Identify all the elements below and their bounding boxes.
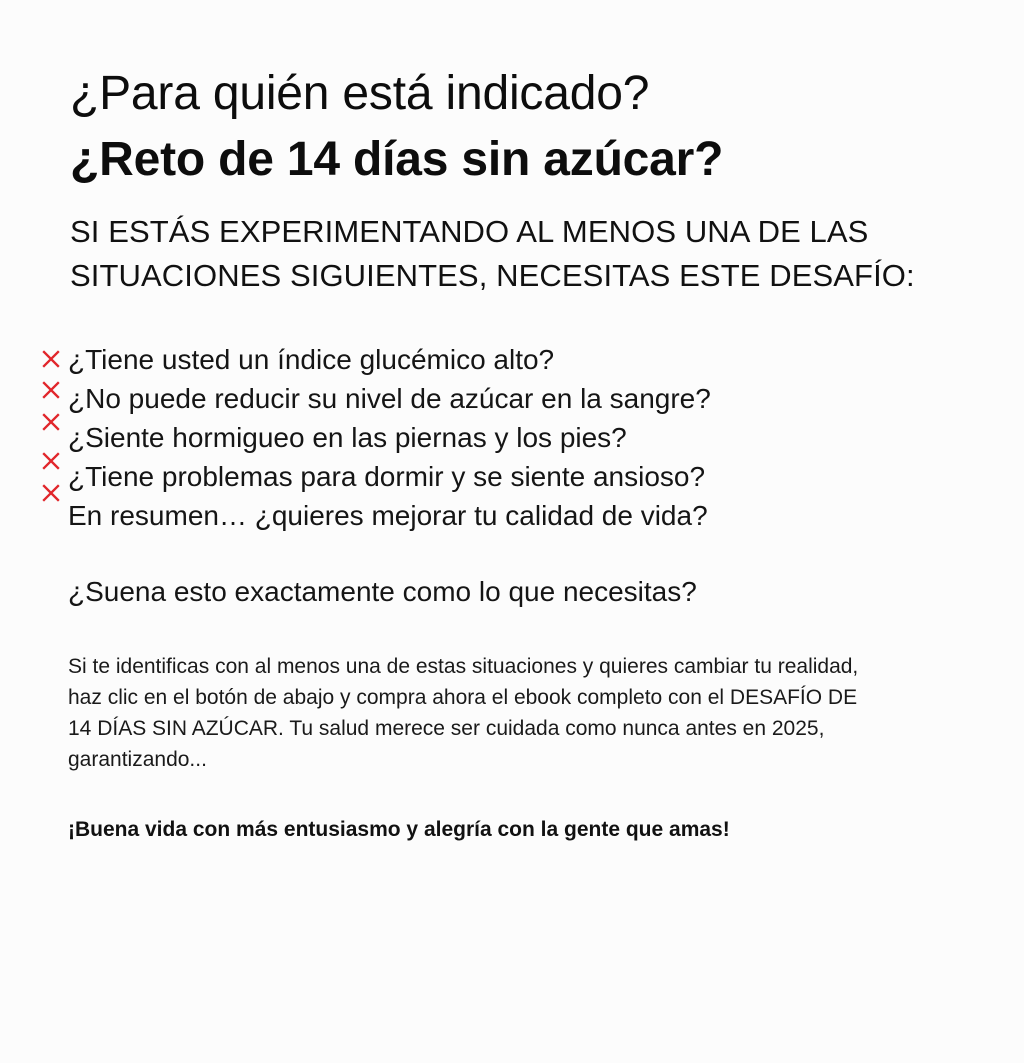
- cross-icon: [42, 413, 60, 431]
- intro-heading: [70, 210, 970, 298]
- paragraph-line-1: Si te identificas con al menos una de estas situaciones y quieres cambiar tu realidad,: [68, 655, 859, 678]
- list-item: En resumen… ¿quieres mejorar tu calidad de vida?: [68, 500, 708, 531]
- list-item: ¿Tiene usted un índice glucémico alto?: [68, 344, 555, 375]
- checklist-items: [68, 340, 928, 535]
- description-paragraph: [68, 651, 908, 775]
- cross-icon: [42, 452, 60, 470]
- list-item: ¿Siente hormigueo en las piernas y los pies?: [68, 422, 627, 453]
- paragraph-line-3: 14 DÍAS SIN AZÚCAR. Tu salud merece ser cuidada como nunca antes en 2025,: [68, 717, 825, 740]
- page-subtitle: ¿Reto de 14 días sin azúcar?: [70, 133, 724, 186]
- cross-icon: [42, 381, 60, 399]
- page-title: ¿Para quién está indicado?: [70, 67, 650, 120]
- list-item: ¿Tiene problemas para dormir y se siente ansioso?: [68, 461, 706, 492]
- intro-heading-line-2: SITUACIONES SIGUIENTES, NECESITAS ESTE DESAFÍO:: [70, 258, 915, 293]
- list-item: ¿No puede reducir su nivel de azúcar en la sangre?: [68, 383, 711, 414]
- question-heading: ¿Suena esto exactamente como lo que necesitas?: [68, 576, 697, 607]
- paragraph-line-2: haz clic en el botón de abajo y compra ahora el ebook completo con el DESAFÍO DE: [68, 686, 858, 709]
- intro-heading-line-1: SI ESTÁS EXPERIMENTANDO AL MENOS UNA DE LAS: [70, 214, 869, 249]
- cross-icon: [42, 350, 60, 368]
- paragraph-line-4: garantizando...: [68, 748, 207, 771]
- closing-statement: ¡Buena vida con más entusiasmo y alegría con la gente que amas!: [68, 818, 730, 841]
- cross-icon: [42, 484, 60, 502]
- checklist-icons: [38, 340, 68, 520]
